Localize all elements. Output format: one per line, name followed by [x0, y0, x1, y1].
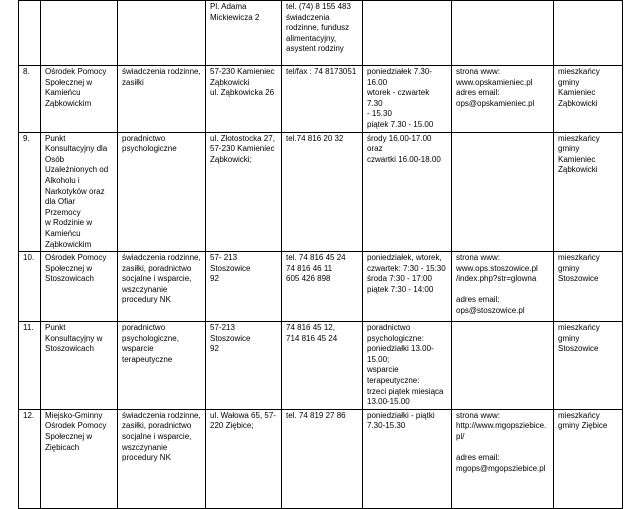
- contact-cell: [452, 132, 554, 252]
- hours-cell: [363, 1, 452, 66]
- hours-cell: poniedziałek, wtorek, czwartek: 7:30 - 15:30 środa 7:30 - 17:00 piątek 7:30 - 14:00: [363, 252, 452, 322]
- address-cell: Pl. Adama Mickiewicza 2: [206, 1, 282, 66]
- row-number: 11.: [19, 322, 41, 410]
- target-group-cell: mieszkańcy gminy Kamieniec Ząbkowicki: [554, 66, 623, 133]
- services-cell: świadczenia rodzinne, zasiłki, poradnictwo socjalne i wsparcie, wszczynanie procedury NK: [118, 409, 206, 508]
- institution-name: [41, 1, 118, 66]
- row-number: [19, 1, 41, 66]
- target-group-cell: mieszkańcy gminy Stoszowice: [554, 322, 623, 410]
- row-number: 9.: [19, 132, 41, 252]
- contact-cell: [452, 1, 554, 66]
- address-cell: ul. Wałowa 65, 57- 220 Ziębice;: [206, 409, 282, 508]
- phone-cell: tel. (74) 8 155 483 świadczenia rodzinne, fundusz alimentacyjny, asystent rodziny: [282, 1, 363, 66]
- hours-cell: środy 16.00-17.00 oraz czwartki 16.00-18.00: [363, 132, 452, 252]
- institution-name: Miejsko-Gminny Ośrodek Pomocy Społecznej w Ziębicach: [41, 409, 118, 508]
- services-cell: świadczenia rodzinne, zasiłki: [118, 66, 206, 133]
- address-cell: 57- 213 Stoszowice 92: [206, 252, 282, 322]
- target-group-cell: mieszkańcy gminy Stoszowice: [554, 252, 623, 322]
- table-row: [19, 409, 623, 508]
- institution-name: Ośrodek Pomocy Społecznej w Stoszowicach: [41, 252, 118, 322]
- contact-cell: strona www: http://www.mgopsziebice. pl/ adres email: mgops@mgopsziebice.pl: [452, 409, 554, 508]
- row-number: 10.: [19, 252, 41, 322]
- institution-name: Punkt Konsultacyjny dla Osób Uzależnionych od Alkoholu i Narkotyków oraz dla Ofiar Przemocy w Rodzinie w Kamieńcu Ząbkowickim: [41, 132, 118, 252]
- services-cell: poradnictwo psychologiczne: [118, 132, 206, 252]
- row-number: 12.: [19, 409, 41, 508]
- row-number: 8.: [19, 66, 41, 133]
- contact-cell: strona www: www.opskamieniec.pl adres email: ops@opskamieniec.pl: [452, 66, 554, 133]
- table-row: [19, 252, 623, 322]
- phone-cell: tel/fax : 74 8173051: [282, 66, 363, 133]
- phone-cell: tel. 74 819 27 86: [282, 409, 363, 508]
- contact-cell: [452, 322, 554, 410]
- table-row: [19, 132, 623, 252]
- target-group-cell: [554, 1, 623, 66]
- hours-cell: poniedziałek 7.30-16.00 wtorek - czwartek 7.30 - 15.30 piątek 7.30 - 15.00: [363, 66, 452, 133]
- services-cell: [118, 1, 206, 66]
- institution-name: Punkt Konsultacyjny w Stoszowicach: [41, 322, 118, 410]
- services-cell: poradnictwo psychologiczne, wsparcie terapeutyczne: [118, 322, 206, 410]
- institution-name: Ośrodek Pomocy Społecznej w Kamieńcu Ząbkowickim: [41, 66, 118, 133]
- hours-cell: poradnictwo psychologiczne: poniedziałki 13.00- 15.00; wsparcie terapeutyczne: trzeci piątek miesiąca 13.00-15.00: [363, 322, 452, 410]
- address-cell: ul. Złotostocka 27, 57-230 Kamieniec Ząbkowicki;: [206, 132, 282, 252]
- phone-cell: tel.74 816 20 32: [282, 132, 363, 252]
- institutions-table: [18, 0, 623, 509]
- contact-cell: strona www: www.ops.stoszowice.pl /index.php?str=glowna adres email: ops@stoszowice.pl: [452, 252, 554, 322]
- phone-cell: 74 816 45 12, 714 816 45 24: [282, 322, 363, 410]
- table-row: [19, 66, 623, 133]
- table-row: [19, 322, 623, 410]
- target-group-cell: mieszkańcy gminy Ziębice: [554, 409, 623, 508]
- services-cell: świadczenia rodzinne, zasiłki, poradnictwo socjalne i wsparcie, wszczynanie procedury NK: [118, 252, 206, 322]
- hours-cell: poniedziałki - piątki 7.30-15.30: [363, 409, 452, 508]
- address-cell: 57-230 Kamieniec Ząbkowicki ul. Ząbkowicka 26: [206, 66, 282, 133]
- target-group-cell: mieszkańcy gminy Kamieniec Ząbkowicki: [554, 132, 623, 252]
- phone-cell: tel. 74 816 45 24 74 816 46 11 605 426 898: [282, 252, 363, 322]
- address-cell: 57-213 Stoszowice 92: [206, 322, 282, 410]
- table-row: [19, 1, 623, 66]
